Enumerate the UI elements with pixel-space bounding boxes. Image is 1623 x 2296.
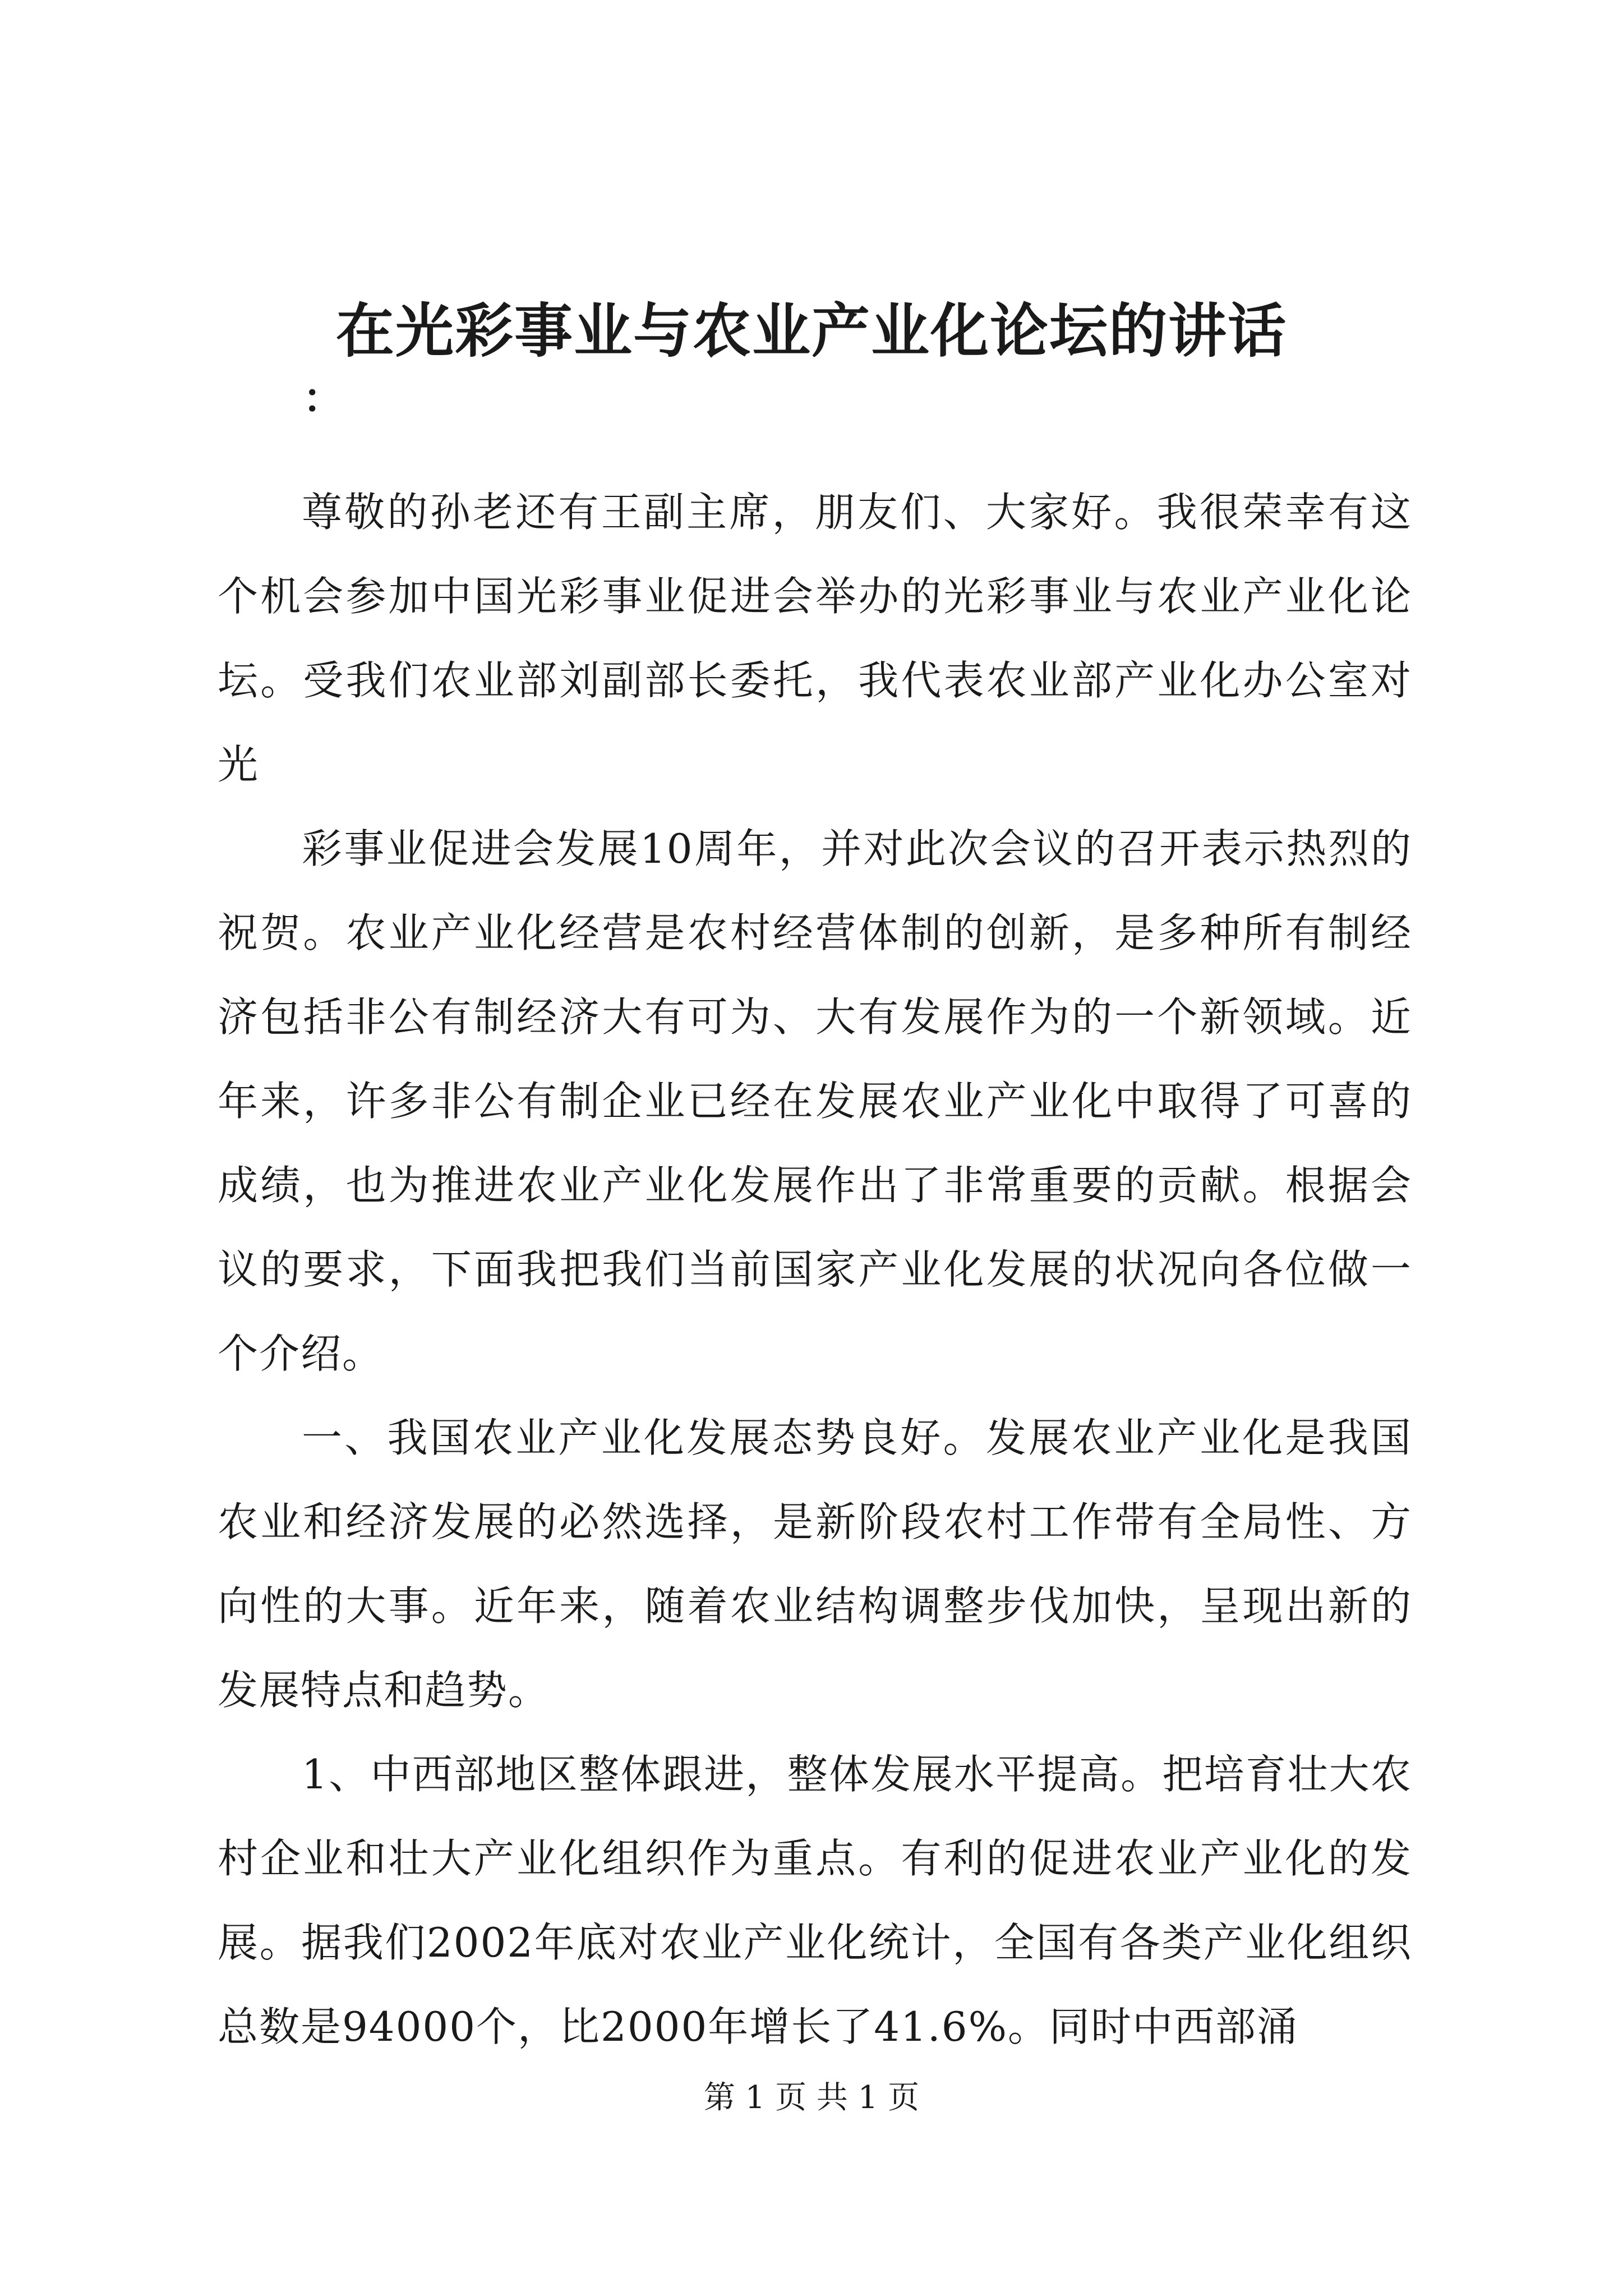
salutation: ： xyxy=(303,374,344,422)
paragraph-4: 1、中西部地区整体跟进，整体发展水平提高。把培育壮大农村企业和壮大产业化组织作为重点。有利的促进农业产业化的发展。据我们2002年底对农业产业化统计，全国有各类产业化组织总数是94000个，比2000年增长了41.6%。同时中西部涌 xyxy=(218,1751,1412,2050)
document-body xyxy=(218,470,1412,2069)
paragraph-2: 彩事业促进会发展10周年，并对此次会议的召开表示热烈的祝贺。农业产业化经营是农村经营体制的创新，是多种所有制经济包括非公有制经济大有可为、大有发展作为的一个新领域。近年来，许多非公有制企业已经在发展农业产业化中取得了可喜的成绩，也为推进农业产业化发展作出了非常重要的贡献。根据会议的要求，下面我把我们当前国家产业化发展的状况向各位做一个介绍。 xyxy=(218,825,1412,1377)
page-footer: 第 1 页 共 1 页 xyxy=(703,2079,920,2116)
document-title: 在光彩事业与农业产业化论坛的讲话 xyxy=(335,296,1287,365)
paragraph-1: 尊敬的孙老还有王副主席，朋友们、大家好。我很荣幸有这个机会参加中国光彩事业促进会举办的光彩事业与农业产业化论坛。受我们农业部刘副部长委托，我代表农业部产业化办公室对光 xyxy=(218,489,1412,788)
paragraph-3: 一、我国农业产业化发展态势良好。发展农业产业化是我国农业和经济发展的必然选择，是新阶段农村工作带有全局性、方向性的大事。近年来，随着农业结构调整步伐加快，呈现出新的发展特点和趋势。 xyxy=(218,1414,1412,1714)
